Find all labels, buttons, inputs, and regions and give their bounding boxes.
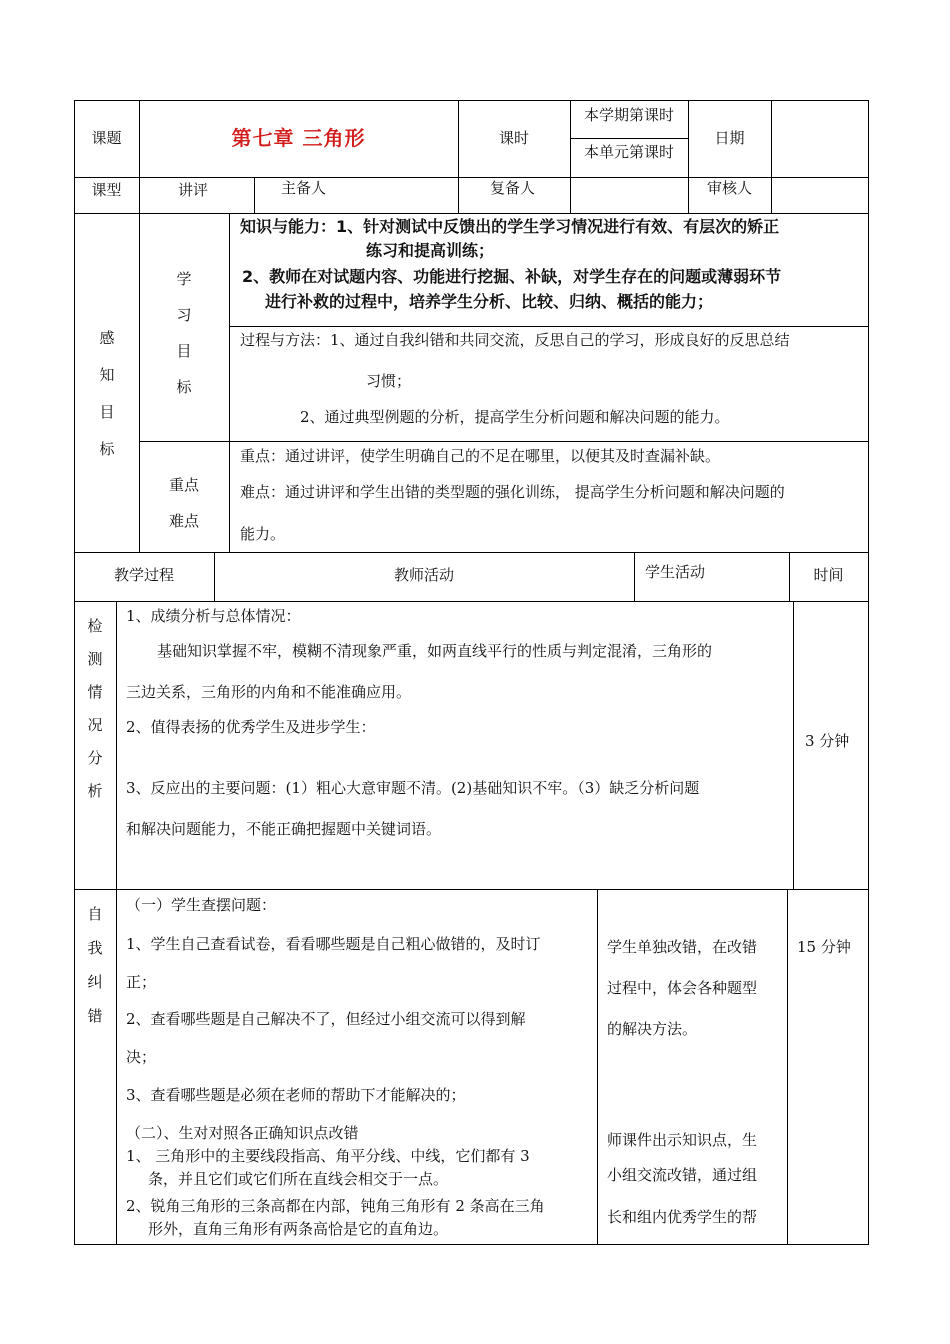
type-label: 课型: [91, 181, 122, 199]
correction-line-11: 形外，直角三角形有两条高恰是它的直角边。: [148, 1220, 449, 1238]
correction-line-10: 2、锐角三角形的三条高都在内部，钝角三角形有 2 条高在三角: [126, 1197, 545, 1215]
term-period: 本学期第课时: [583, 106, 674, 124]
unit-period: 本单元第课时: [583, 143, 674, 161]
main-preparer-label: 主备人: [281, 179, 327, 197]
learning-goal-label: [173, 261, 195, 405]
teacher-activity-header: 教师活动: [393, 566, 454, 584]
correction-label: [84, 897, 106, 1033]
topic-label: 课题: [91, 129, 122, 147]
correction-line-1: （一）学生查摆问题：: [126, 896, 277, 914]
analysis-line-3: 三边关系，三角形的内角和不能准确应用。: [126, 683, 412, 701]
key-point-line: 重点：通过讲评，使学生明确自己的不足在哪里，以便其及时查漏补缺。: [240, 447, 721, 465]
correction-time: 15 分钟: [797, 938, 851, 956]
knowledge-line-4: 进行补救的过程中，培养学生分析、比较、归纳、概括的能力；: [265, 292, 714, 311]
analysis-line-2: 基础知识掌握不牢，模糊不清现象严重，如两直线平行的性质与判定混淆，三角形的: [157, 642, 713, 660]
perception-goal-label: [96, 320, 118, 468]
knowledge-line-3: 2、教师在对试题内容、功能进行挖掘、补缺，对学生存在的问题或薄弱环节: [242, 267, 782, 286]
analysis-line-5: 3、反应出的主要问题：(1）粗心大意审题不清。(2)基础知识不牢。（3）缺乏分析问题: [126, 779, 700, 797]
correction-label-text: 自我纠错: [87, 905, 103, 1025]
date-label: 日期: [714, 129, 745, 147]
analysis-label-text: 检测情况分析: [87, 617, 103, 800]
analysis-label: [84, 610, 106, 808]
period-label: 课时: [498, 129, 529, 147]
key-difficulty-label-text: 重点难点: [168, 476, 199, 530]
process-line-1: 过程与方法：1、通过自我纠错和共同交流，反思自己的学习，形成良好的反思总结: [240, 331, 790, 349]
key-difficulty-label: [154, 467, 214, 539]
analysis-line-6: 和解决问题能力，不能正确把握题中关键词语。: [126, 820, 442, 838]
analysis-line-1: 1、成绩分析与总体情况：: [126, 607, 301, 625]
learning-goal-label-text: 学习目标: [176, 270, 192, 396]
process-line-3: 2、通过典型例题的分析，提高学生分析问题和解决问题的能力。: [300, 408, 730, 426]
teaching-process-header: 教学过程: [113, 566, 174, 584]
correction-line-3: 正；: [126, 973, 157, 991]
student-activity-2-line-1: 师课件出示知识点，生: [607, 1131, 758, 1149]
perception-goal-label-text: 感知目标: [99, 329, 115, 458]
analysis-time: 3 分钟: [805, 732, 850, 750]
knowledge-line-2: 练习和提高训练；: [366, 241, 495, 260]
correction-line-2: 1、学生自己查看试卷，看看哪些题是自己粗心做错的，及时订: [126, 935, 541, 953]
difficulty-line: 难点：通过讲评和学生出错的类型题的强化训练， 提高学生分析问题和解决问题的: [240, 483, 785, 501]
student-activity-2-line-3: 长和组内优秀学生的帮: [607, 1208, 758, 1226]
difficulty-line-cont: 能力。: [240, 525, 286, 543]
student-activity-1-line-1: 学生单独改错，在改错: [607, 938, 758, 956]
process-line-2: 习惯；: [366, 372, 412, 390]
time-header: 时间: [813, 566, 844, 584]
student-activity-1-line-2: 过程中，体会各种题型: [607, 979, 758, 997]
knowledge-line-1: 知识与能力：1、针对测试中反馈出的学生学习情况进行有效、有层次的矫正: [240, 217, 780, 236]
correction-line-7: （二）、生对对照各正确知识点改错: [126, 1124, 359, 1142]
student-activity-1-line-3: 的解决方法。: [607, 1020, 698, 1038]
correction-line-4: 2、查看哪些题是自己解决不了，但经过小组交流可以得到解: [126, 1010, 526, 1028]
analysis-line-4: 2、值得表扬的优秀学生及进步学生：: [126, 718, 376, 736]
correction-line-8: 1、 三角形中的主要线段指高、角平分线、中线，它们都有 3: [126, 1147, 530, 1165]
correction-line-6: 3、查看哪些题是必须在老师的帮助下才能解决的；: [126, 1086, 466, 1104]
correction-line-9: 条，并且它们或它们所在直线会相交于一点。: [148, 1170, 449, 1188]
lesson-title: 第七章 三角形: [231, 126, 366, 150]
correction-line-5: 决；: [126, 1048, 157, 1066]
student-activity-2-line-2: 小组交流改错，通过组: [607, 1166, 758, 1184]
reviewer-label: 审核人: [707, 179, 753, 197]
co-preparer-label: 复备人: [490, 179, 536, 197]
student-activity-header: 学生活动: [645, 563, 706, 581]
type-value: 讲评: [178, 181, 209, 199]
